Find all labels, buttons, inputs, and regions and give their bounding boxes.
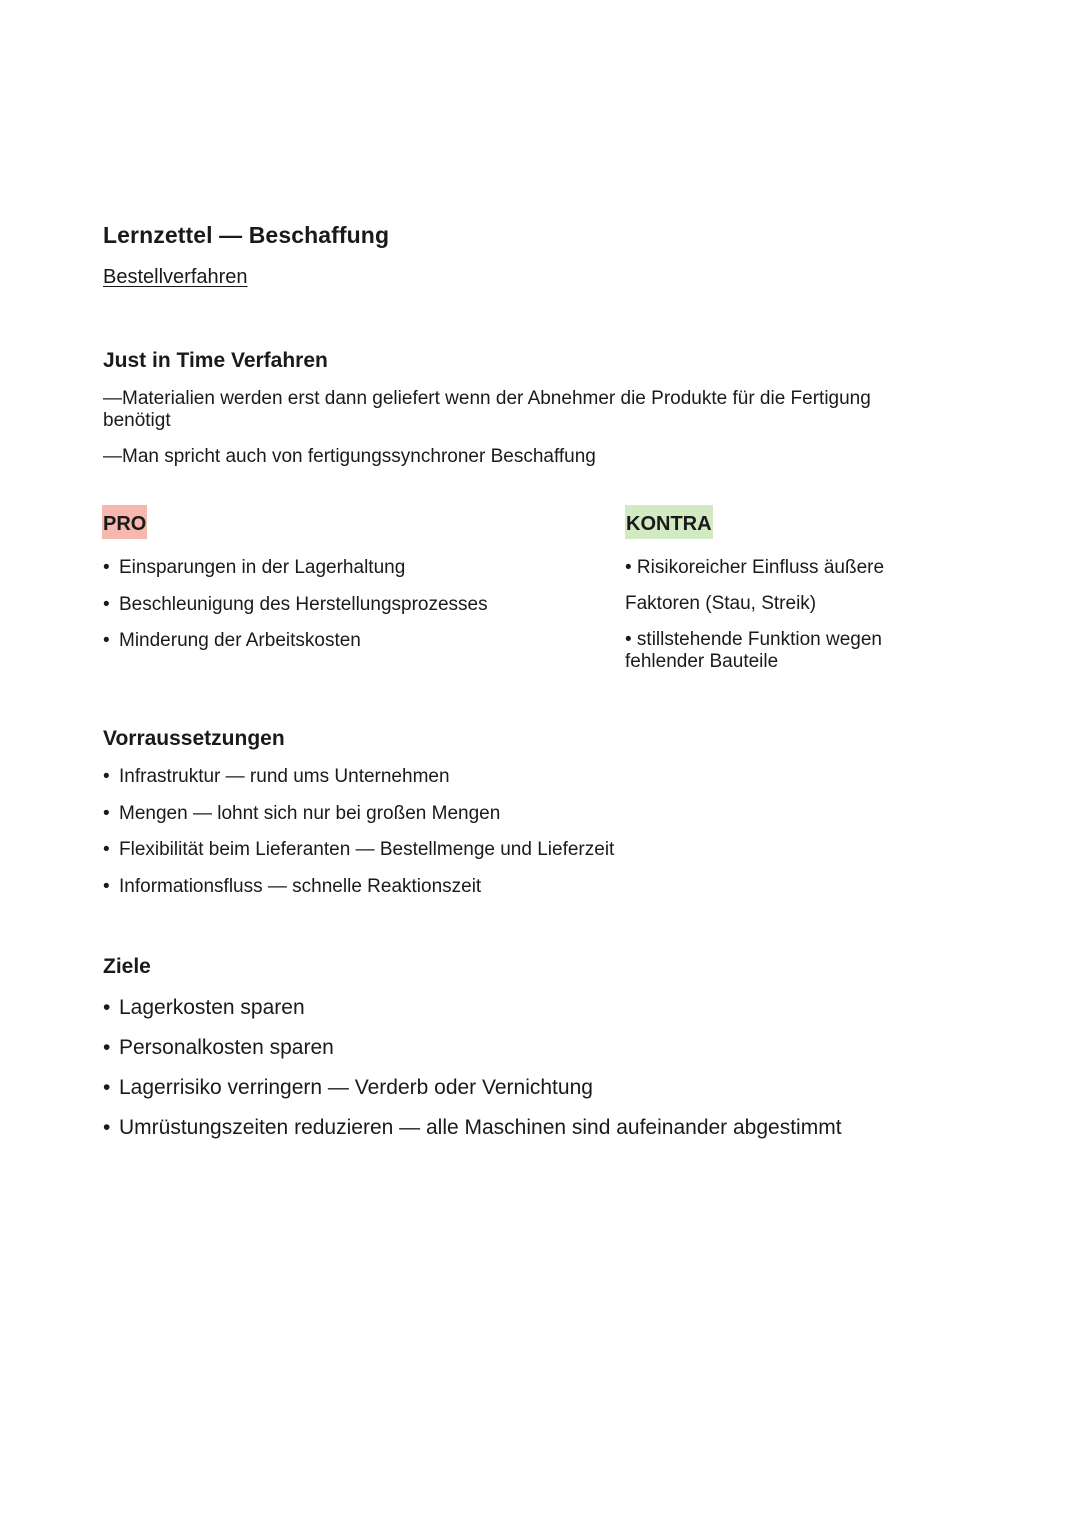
- list-item: • Infrastruktur — rund ums Unternehmen: [103, 766, 450, 787]
- bullet-icon: •: [103, 1076, 111, 1099]
- jit-heading: Just in Time Verfahren: [103, 349, 328, 372]
- list-item: • Flexibilität beim Lieferanten — Bestellmenge und Lieferzeit: [103, 839, 615, 860]
- jit-synonym: —Man spricht auch von fertigungssynchroner Beschaffung: [103, 446, 596, 467]
- list-item: • Beschleunigung des Herstellungsprozesses: [103, 593, 488, 615]
- document-title: Lernzettel — Beschaffung: [103, 222, 390, 248]
- bullet-icon: •: [103, 1116, 111, 1139]
- voraussetzungen-heading: Vorraussetzungen: [103, 727, 285, 750]
- jit-definition-line-1: —Materialien werden erst dann geliefert wenn der Abnehmer die Produkte für die Fertigung: [103, 388, 871, 409]
- kontra-list: [625, 557, 955, 673]
- bullet-icon: •: [103, 802, 110, 824]
- bullet-icon: •: [103, 593, 110, 615]
- bullet-icon: •: [103, 875, 110, 897]
- list-item: • Personalkosten sparen: [103, 1036, 334, 1059]
- kontra-item-1-line-2: Faktoren (Stau, Streik): [625, 593, 817, 614]
- jit-definition: [103, 388, 933, 432]
- list-item: • Umrüstungszeiten reduzieren — alle Maschinen sind aufeinander abgestimmt: [103, 1116, 842, 1139]
- voraussetzungen-list: [103, 766, 803, 912]
- list-item: • Minderung der Arbeitskosten: [103, 630, 361, 651]
- kontra-item-1-line-1: • Risikoreicher Einfluss äußere: [625, 557, 885, 578]
- bullet-icon: •: [103, 630, 110, 651]
- kontra-item-2-line-1: • stillstehende Funktion wegen: [625, 629, 882, 650]
- jit-definition-line-2: benötigt: [103, 410, 171, 431]
- ziele-heading: Ziele: [103, 955, 151, 978]
- kontra-item-2-line-2: fehlender Bauteile: [625, 651, 779, 672]
- list-item: • Mengen — lohnt sich nur bei großen Mengen: [103, 802, 501, 824]
- ziele-list: [103, 996, 923, 1156]
- pro-label: PRO: [102, 505, 147, 539]
- list-item: • Lagerkosten sparen: [103, 996, 305, 1019]
- section-subtitle: Bestellverfahren: [103, 266, 248, 288]
- list-item: • Informationsfluss — schnelle Reaktionszeit: [103, 875, 482, 897]
- bullet-icon: •: [103, 766, 110, 787]
- bullet-icon: •: [103, 1036, 111, 1059]
- bullet-icon: •: [103, 996, 111, 1019]
- pro-list: [103, 557, 603, 667]
- bullet-icon: •: [103, 839, 110, 860]
- list-item: • Einsparungen in der Lagerhaltung: [103, 557, 406, 578]
- bullet-icon: •: [103, 557, 110, 578]
- list-item: • Lagerrisiko verringern — Verderb oder Vernichtung: [103, 1076, 593, 1099]
- kontra-label: KONTRA: [625, 505, 713, 539]
